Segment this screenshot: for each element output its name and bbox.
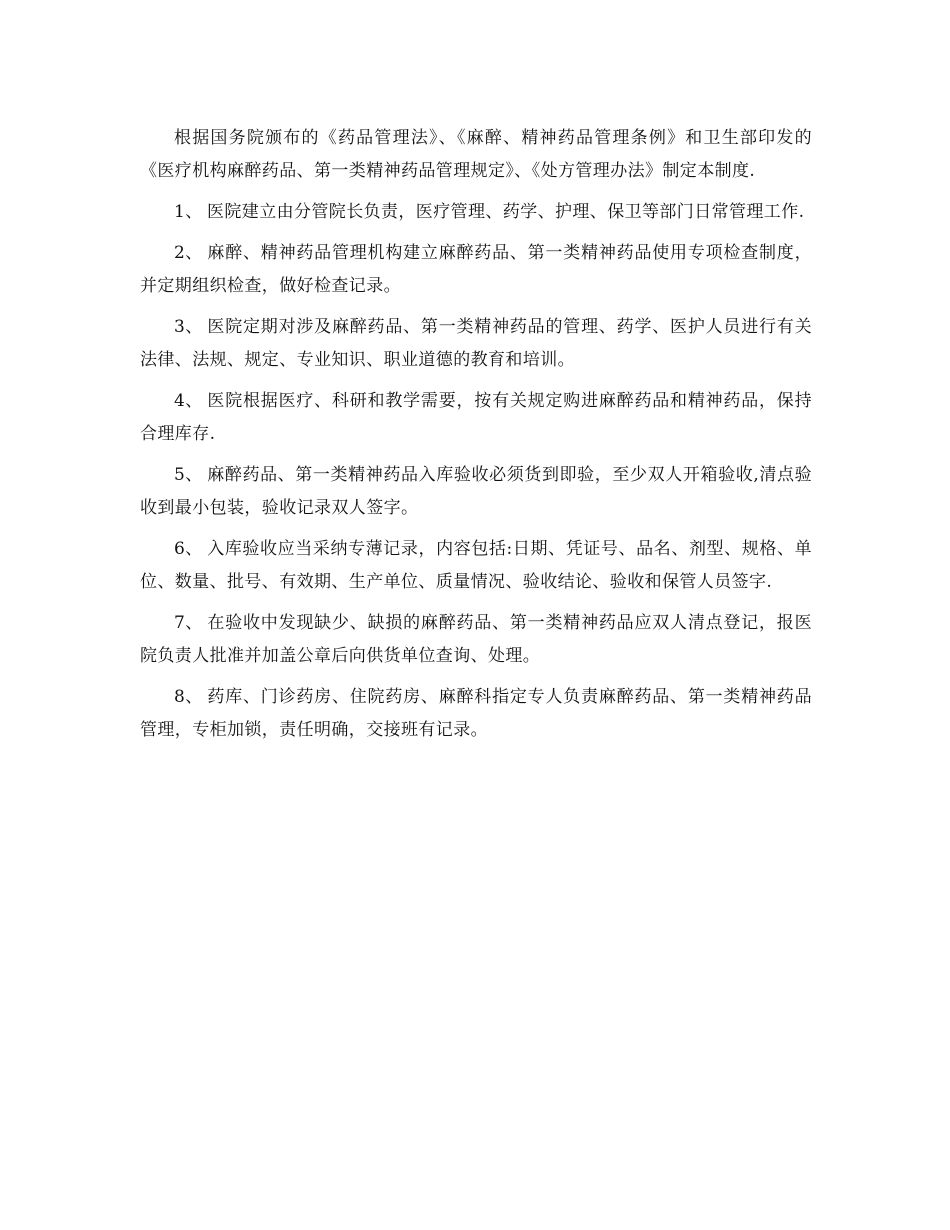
item-number: 3、 [174, 317, 203, 337]
item-number: 8、 [174, 687, 203, 707]
item-text: 医院定期对涉及麻醉药品、第一类精神药品的管理、药学、医护人员进行有关法律、法规、规定、专业知识、职业道德的教育和培训。 [140, 317, 812, 370]
item-text: 入库验收应当采纳专薄记录，内容包括:日期、凭证号、品名、剂型、规格、单位、数量、批号、有效期、生产单位、质量情况、验收结论、验收和保管人员签字. [140, 539, 812, 592]
item-number: 1、 [174, 202, 203, 222]
item-text: 医院根据医疗、科研和教学需要，按有关规定购进麻醉药品和精神药品，保持合理库存. [140, 391, 812, 444]
item-paragraph [140, 311, 812, 377]
item-paragraph [140, 459, 812, 525]
item-paragraph [140, 196, 812, 229]
item-paragraph [140, 533, 812, 599]
item-text: 医院建立由分管院长负责，医疗管理、药学、护理、保卫等部门日常管理工作. [207, 202, 805, 222]
item-text: 在验收中发现缺少、缺损的麻醉药品、第一类精神药品应双人清点登记，报医院负责人批准并加盖公章后向供货单位查询、处理。 [140, 613, 812, 666]
item-number: 5、 [174, 465, 203, 485]
item-paragraph [140, 681, 812, 747]
item-number: 2、 [174, 243, 203, 263]
item-number: 6、 [174, 539, 203, 559]
item-paragraph [140, 607, 812, 673]
item-text: 麻醉药品、第一类精神药品入库验收必须货到即验，至少双人开箱验收,清点验收到最小包装，验收记录双人签字。 [140, 465, 812, 518]
item-text: 药库、门诊药房、住院药房、麻醉科指定专人负责麻醉药品、第一类精神药品管理，专柜加锁，责任明确，交接班有记录。 [140, 687, 812, 740]
item-number: 4、 [174, 391, 203, 411]
item-paragraph [140, 237, 812, 303]
item-paragraph [140, 385, 812, 451]
item-text: 麻醉、精神药品管理机构建立麻醉药品、第一类精神药品使用专项检查制度，并定期组织检查，做好检查记录。 [140, 243, 812, 296]
intro-paragraph: 根据国务院颁布的《药品管理法》、《麻醉、精神药品管理条例》和卫生部印发的《医疗机构麻醉药品、第一类精神药品管理规定》、《处方管理办法》制定本制度. [140, 128, 812, 181]
item-number: 7、 [174, 613, 203, 633]
document-body [140, 122, 812, 755]
